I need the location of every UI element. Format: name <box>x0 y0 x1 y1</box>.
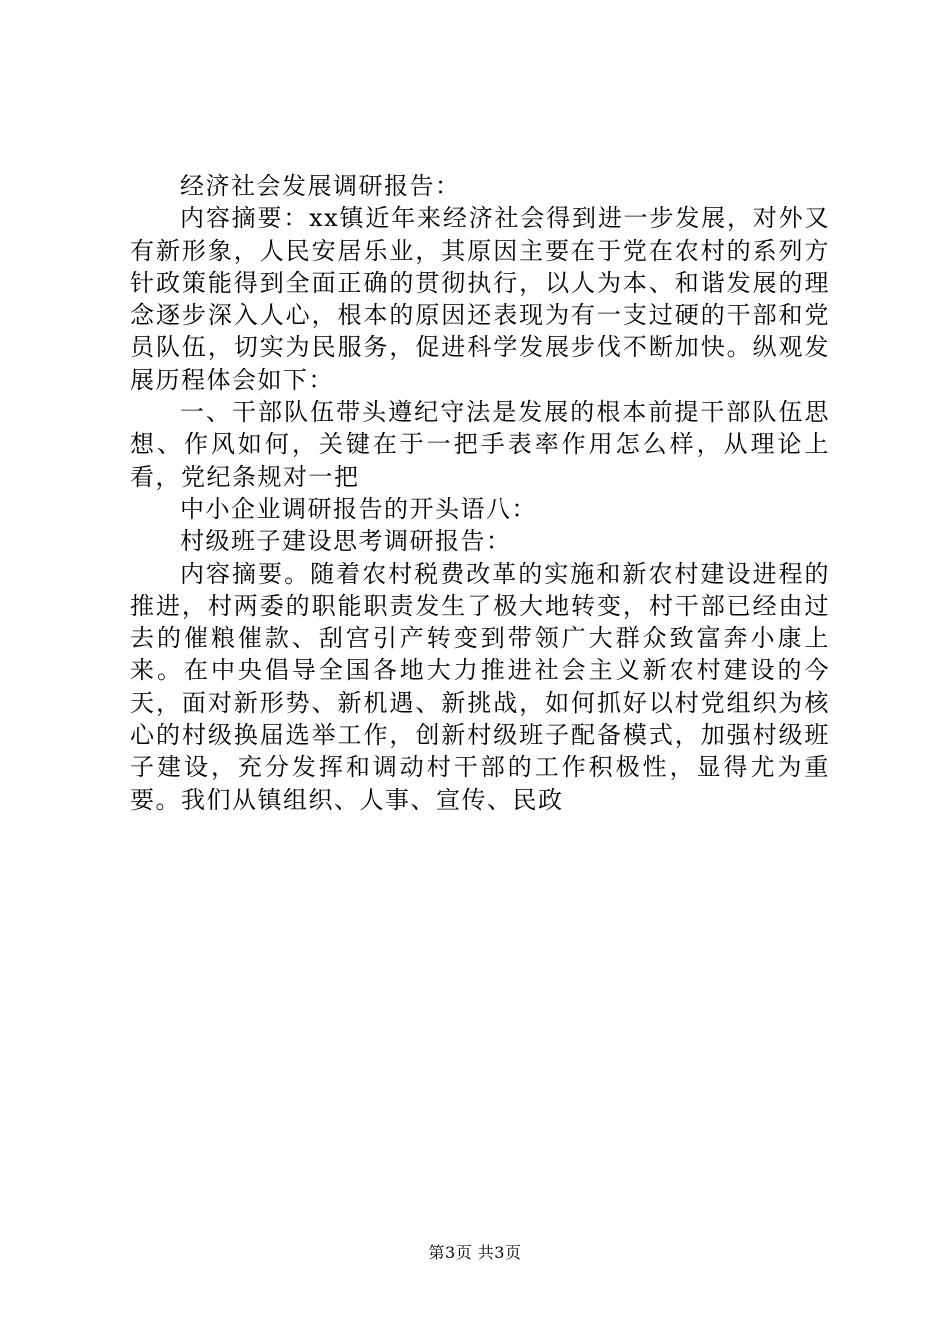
paragraph-cadre-discipline: 一、干部队伍带头遵纪守法是发展的根本前提干部队伍思想、作风如何，关键在于一把手表率作用怎么样，从理论上看，党纪条规对一把 <box>130 398 830 491</box>
paragraph-village-team-abstract: 内容摘要。随着农村税费改革的实施和新农村建设进程的推进，村两委的职能职责发生了极大地转变，村干部已经由过去的催粮催款、刮宫引产转变到带领广大群众致富奔小康上来。在中央倡导全国各地大力推进社会主义新农村建设的今天，面对新形势、新机遇、新挑战，如何抓好以村党组织为核心的村级换届选举工作，创新村级班子配备模式，加强村级班子建设，充分发挥和调动村干部的工作积极性，显得尤为重要。我们从镇组织、人事、宣传、民政 <box>130 559 830 814</box>
paragraph-sme-report-heading: 中小企业调研报告的开头语八： <box>180 494 537 523</box>
paragraph-village-team-report-title: 村级班子建设思考调研报告： <box>180 527 512 556</box>
paragraph-economic-report-abstract: 内容摘要：xx镇近年来经济社会得到进一步发展，对外又有新形象，人民安居乐业，其原因主要在于党在农村的系列方针政策能得到全面正确的贯彻执行，以人为本、和谐发展的理念逐步深入人心，根本的原因还表现为有一支过硬的干部和党员队伍，切实为民服务，促进科学发展步伐不断加快。纵观发展历程体会如下： <box>130 204 830 394</box>
paragraph-economic-report-title: 经济社会发展调研报告： <box>180 172 461 200</box>
page-number-footer: 第3页 共3页 <box>428 1243 522 1262</box>
document-body <box>130 170 830 816</box>
